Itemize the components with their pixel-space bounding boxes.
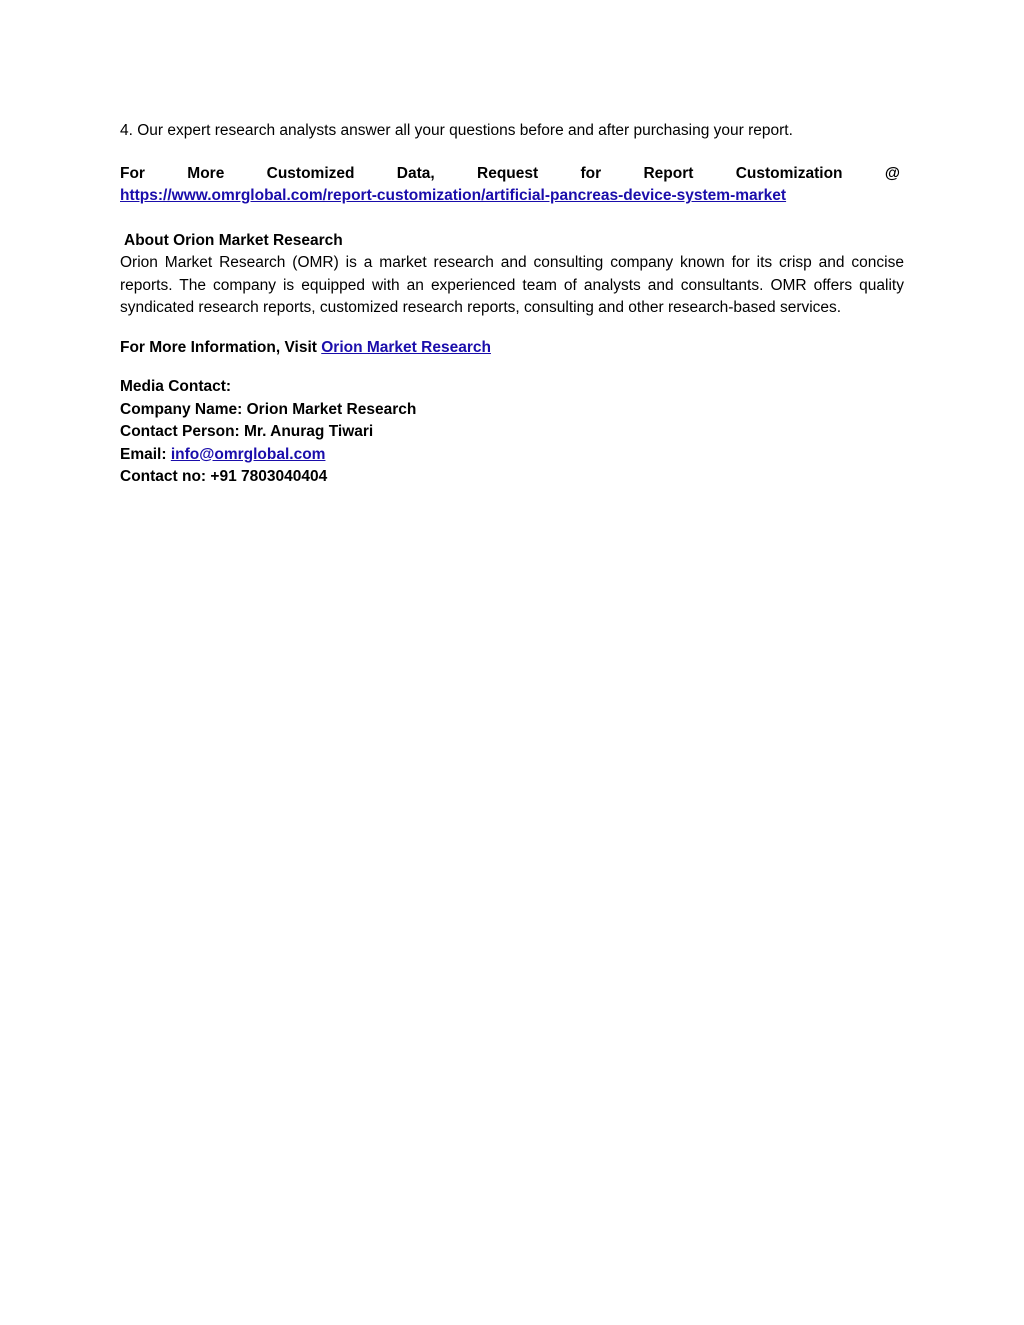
customization-word: For	[120, 164, 145, 182]
contact-number: Contact no: +91 7803040404	[120, 468, 328, 485]
media-contact-block	[120, 376, 904, 489]
customization-word: Customized	[266, 164, 355, 182]
customization-word: for	[580, 164, 602, 182]
customization-word: Report	[643, 164, 694, 182]
customization-word: Data,	[396, 164, 435, 182]
company-name: Company Name: Orion Market Research	[120, 400, 417, 418]
email-link[interactable]: info@omrglobal.com	[170, 445, 326, 463]
email-line	[120, 444, 904, 467]
more-info-line	[120, 337, 904, 360]
about-heading: About Orion Market Research	[124, 231, 343, 249]
customization-url-line	[120, 185, 904, 208]
customization-word: More	[187, 164, 225, 182]
customization-url-link[interactable]: https://www.omrglobal.com/report-customization/artificial-pancreas-device-system-market	[120, 187, 787, 204]
media-contact-heading: Media Contact:	[120, 378, 232, 395]
contact-person: Contact Person: Mr. Anurag Tiwari	[120, 423, 374, 440]
customization-word: Request	[477, 164, 539, 182]
customization-word: Customization	[735, 164, 843, 182]
more-info-label: For More Information, Visit	[120, 338, 322, 356]
document-page	[120, 120, 904, 489]
customization-line	[120, 163, 900, 186]
email-label: Email:	[120, 445, 171, 463]
list-item-4: 4. Our expert research analysts answer all your questions before and after purchasing your report.	[120, 122, 793, 139]
orion-market-research-link[interactable]: Orion Market Research	[321, 338, 491, 356]
customization-word: @	[884, 164, 900, 182]
about-body: Orion Market Research (OMR) is a market research and consulting company known for its crisp and concise reports. The company is equipped with an experienced team of analysts and consultants. OMR offers quality syndicated research reports, customized research reports, consulting and other research-based services.	[120, 254, 904, 316]
